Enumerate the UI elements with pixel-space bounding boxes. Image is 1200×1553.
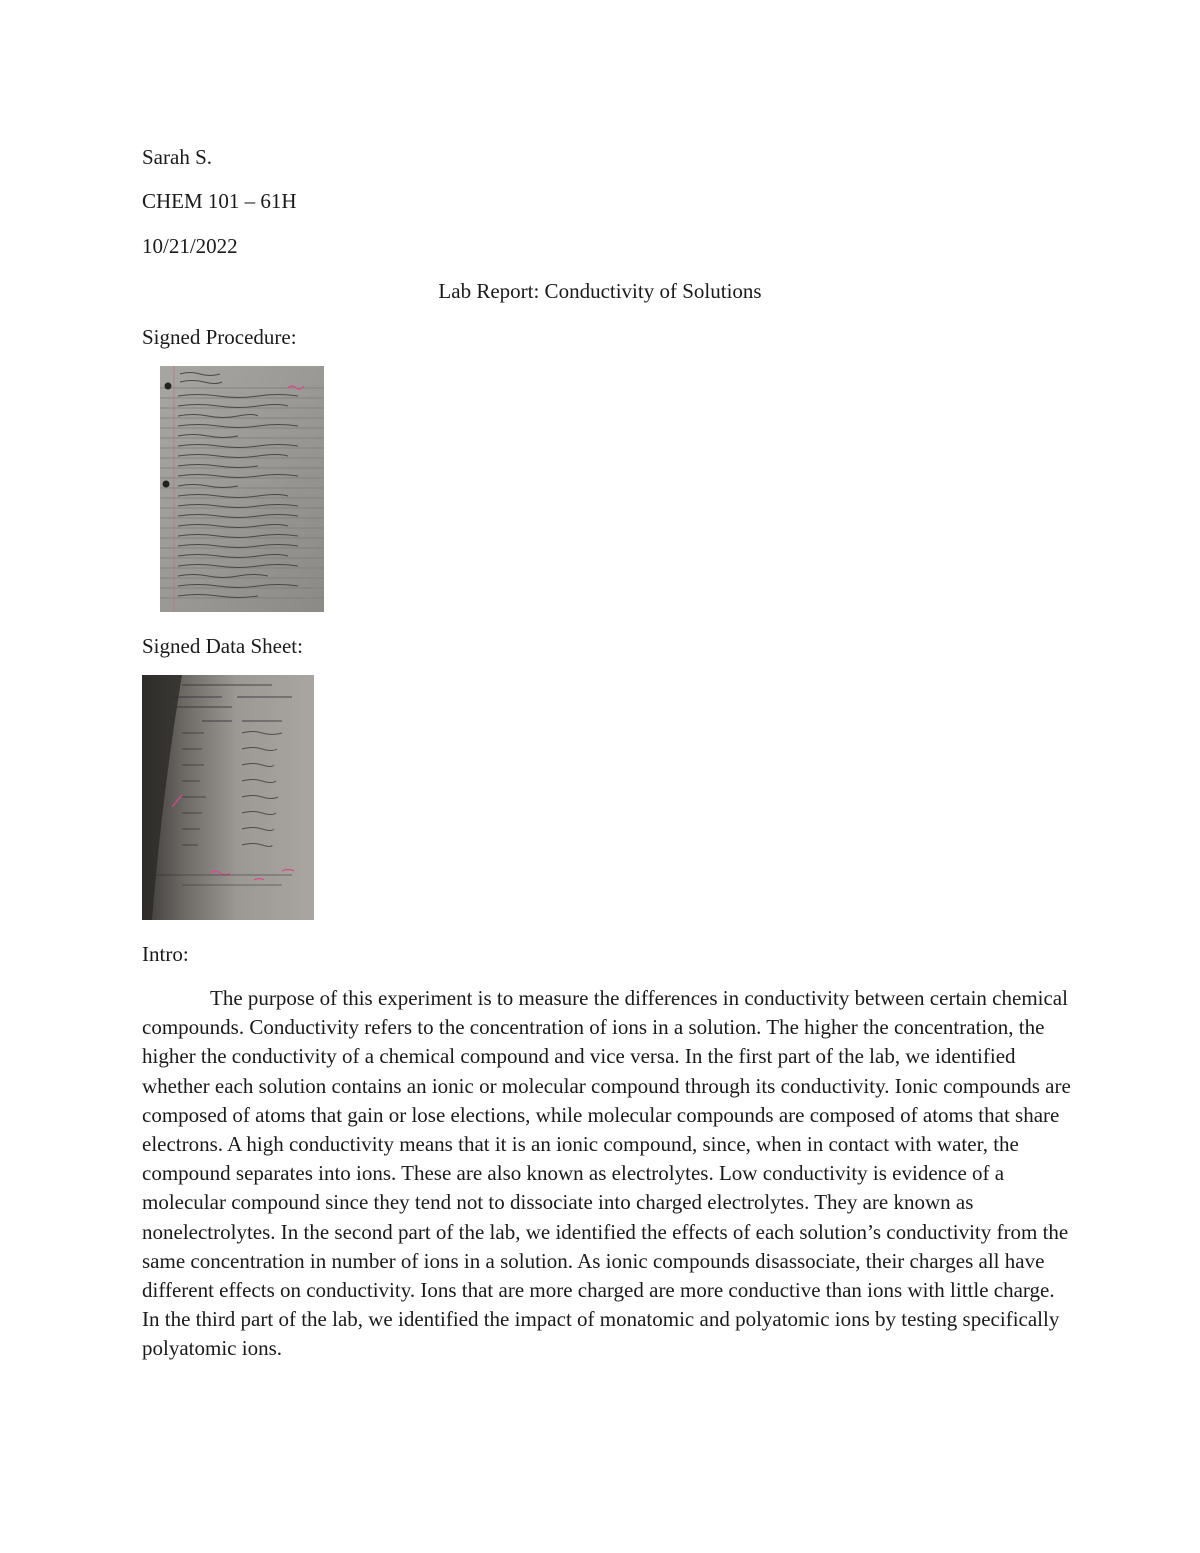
intro-section — [142, 984, 1072, 1364]
signed-procedure-photo — [160, 366, 324, 612]
report-date: 10/21/2022 — [142, 234, 238, 258]
course-code: CHEM 101 – 61H — [142, 189, 297, 213]
author-name: Sarah S. — [142, 145, 212, 169]
signed-data-sheet-photo — [142, 675, 314, 920]
procedure-label: Signed Procedure: — [142, 325, 297, 349]
report-title: Lab Report: Conductivity of Solutions — [438, 279, 762, 303]
intro-paragraph: The purpose of this experiment is to measure the differences in conductivity between certain chemical compounds. Conductivity refers to the concentration of ions in a solution. The higher the concentration, the higher the conductivity of a chemical compound and vice versa. In the first part of the lab, we identified whether each solution contains an ionic or molecular compound through its conductivity. Ionic compounds are composed of atoms that gain or lose elections, while molecular compounds are composed of atoms that share electrons. A high conductivity means that it is an ionic compound, since, when in contact with water, the compound separates into ions. These are also known as electrolytes. Low conductivity is evidence of a molecular compound since they tend not to dissociate into charged electrolytes. They are known as nonelectrolytes. In the second part of the lab, we identified the effects of each solution’s conductivity from the same concentration in number of ions in a solution. As ionic compounds disassociate, their charges all have different effects on conductivity. Ions that are more charged are more conductive than ions with little charge. In the third part of the lab, we identified the impact of monatomic and polyatomic ions by testing specifically polyatomic ions. — [142, 986, 1071, 1361]
data-sheet-label: Signed Data Sheet: — [142, 634, 303, 658]
intro-label: Intro: — [142, 942, 189, 966]
